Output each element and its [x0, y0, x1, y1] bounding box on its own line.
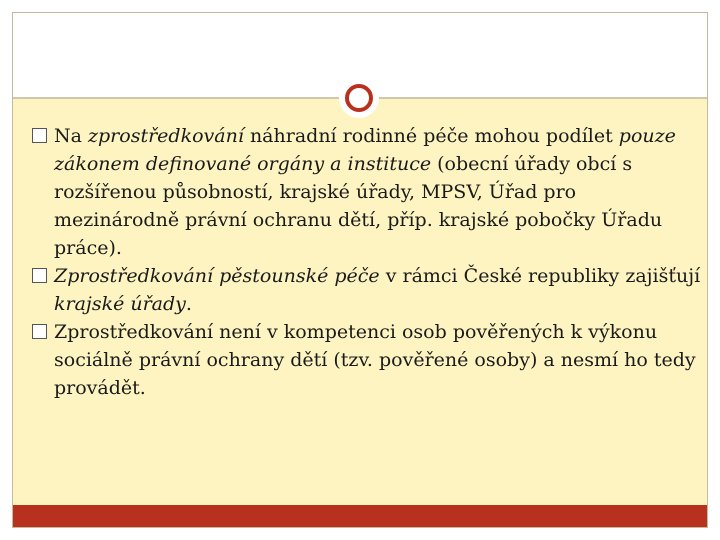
bullet-text [54, 265, 700, 315]
text-segment: (obecní úřady obcí s rozšířenou působností, krajské úřady, MPSV, Úřad pro mezinárodně právní ochranu dětí, příp. krajské pobočky Úřadu práce). [54, 153, 663, 259]
bullet-item [34, 318, 706, 402]
bullet-item [34, 262, 706, 318]
footer-accent-bar [13, 505, 707, 527]
circle-ornament-inner [345, 84, 373, 112]
bullet-item [34, 122, 706, 262]
italic-segment: Zprostředkování pěstounské péče [54, 265, 380, 287]
text-segment: v rámci České republiky zajišťují [379, 265, 701, 287]
square-bullet-icon [32, 128, 47, 143]
text-segment: Zprostředkování není v kompetenci osob pověřených k výkonu sociálně právní ochrany dětí (tzv. pověřené osoby) a nesmí ho tedy provádět. [54, 321, 696, 399]
square-bullet-icon [32, 268, 47, 283]
circle-ornament-icon [339, 78, 379, 118]
italic-segment: zprostředkování [88, 125, 244, 147]
text-segment: . [185, 293, 192, 315]
italic-segment: pouze zákonem definované orgány a instituce [54, 125, 676, 175]
text-segment: Na [54, 125, 88, 147]
bullet-text [54, 321, 696, 399]
bullet-text [54, 125, 676, 259]
bullet-list [34, 122, 706, 402]
italic-segment: krajské úřady [54, 293, 186, 315]
square-bullet-icon [32, 324, 47, 339]
text-segment: náhradní rodinné péče mohou podílet [243, 125, 619, 147]
